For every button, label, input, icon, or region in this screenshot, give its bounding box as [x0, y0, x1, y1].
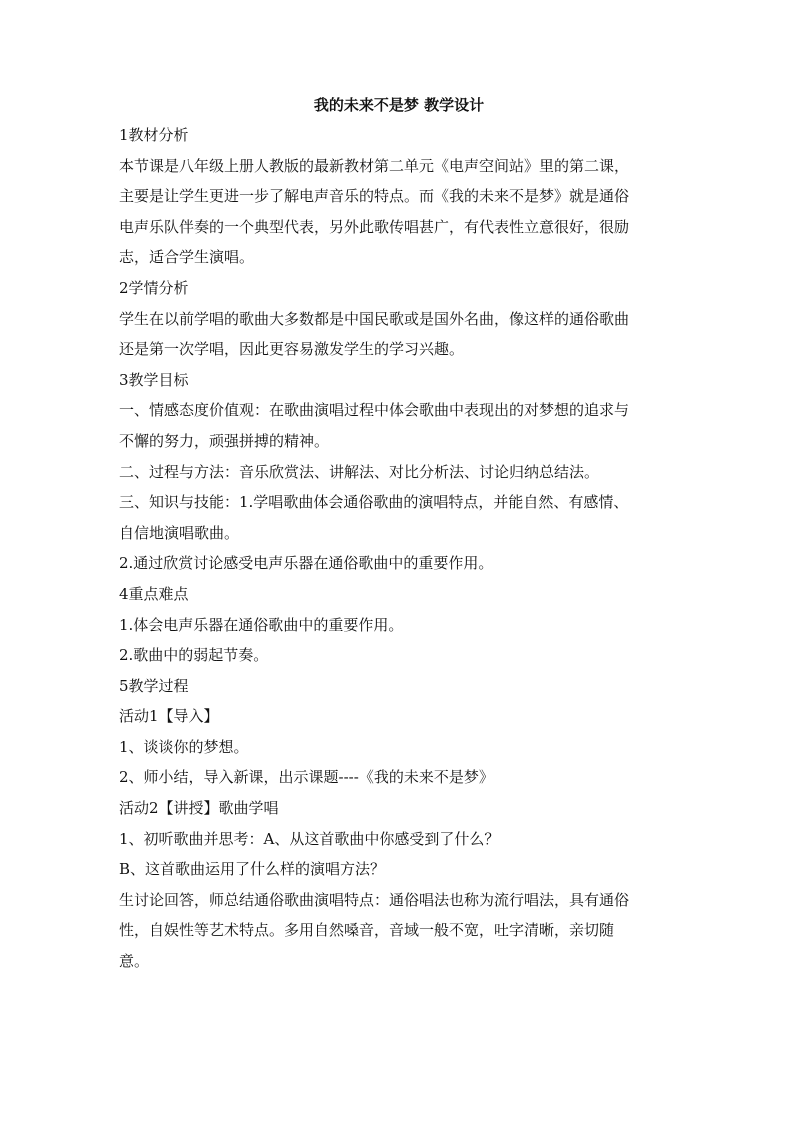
activity-heading: 活动1【导入】 [119, 707, 219, 726]
paragraph-line: 意。 [119, 952, 150, 971]
activity-item: 1、谈谈你的梦想。 [119, 737, 249, 756]
paragraph-line: 主要是让学生更进一步了解电声音乐的特点。而《我的未来不是梦》就是通俗 [119, 187, 630, 206]
paragraph-line: 还是第一次学唱，因此更容易激发学生的学习兴趣。 [119, 340, 465, 359]
paragraph-line: 本节课是八年级上册人教版的最新教材第二单元《电声空间站》里的第二课， [119, 156, 630, 175]
key-point-item: 1.体会电声乐器在通俗歌曲中的重要作用。 [119, 615, 404, 634]
objective-line: 2.通过欣赏讨论感受电声乐器在通俗歌曲中的重要作用。 [119, 554, 494, 573]
paragraph-line: 电声乐队伴奏的一个典型代表，另外此歌传唱甚广，有代表性立意很好，很励 [119, 217, 630, 236]
document-page [119, 92, 679, 977]
section-heading-key-points: 4重点难点 [119, 584, 189, 603]
objective-line: 一、情感态度价值观：在歌曲演唱过程中体会歌曲中表现出的对梦想的追求与 [119, 401, 630, 420]
activity-item: B、这首歌曲运用了什么样的演唱方法？ [119, 860, 386, 879]
activity-heading: 活动2【讲授】歌曲学唱 [119, 799, 279, 818]
activity-item: 1、初听歌曲并思考：A、从这首歌曲中你感受到了什么？ [119, 829, 500, 848]
section-heading-teaching-objectives: 3教学目标 [119, 370, 189, 389]
key-point-item: 2.歌曲中的弱起节奏。 [119, 646, 269, 665]
section-heading-textbook-analysis: 1教材分析 [119, 126, 189, 144]
section-heading-student-analysis: 2学情分析 [119, 278, 189, 297]
document-title: 我的未来不是梦 教学设计 [313, 96, 485, 114]
objective-line: 自信地演唱歌曲。 [119, 523, 240, 542]
paragraph-line: 生讨论回答，师总结通俗歌曲演唱特点：通俗唱法也称为流行唱法，具有通俗 [119, 890, 630, 909]
paragraph-line: 学生在以前学唱的歌曲大多数都是中国民歌或是国外名曲，像这样的通俗歌曲 [119, 309, 630, 328]
objective-line: 二、过程与方法：音乐欣赏法、讲解法、对比分析法、讨论归纳总结法。 [119, 462, 600, 481]
section-heading-teaching-process: 5教学过程 [119, 676, 189, 695]
activity-item: 2、师小结，导入新课，出示课题----《我的未来不是梦》 [119, 768, 494, 787]
objective-line: 不懈的努力，顽强拼搏的精神。 [119, 431, 330, 450]
objective-line: 三、知识与技能：1.学唱歌曲体会通俗歌曲的演唱特点，并能自然、有感情、 [119, 493, 629, 512]
paragraph-line: 性，自娱性等艺术特点。多用自然嗓音，音域一般不宽，吐字清晰，亲切随 [119, 921, 615, 940]
paragraph-line: 志，适合学生演唱。 [119, 248, 255, 267]
